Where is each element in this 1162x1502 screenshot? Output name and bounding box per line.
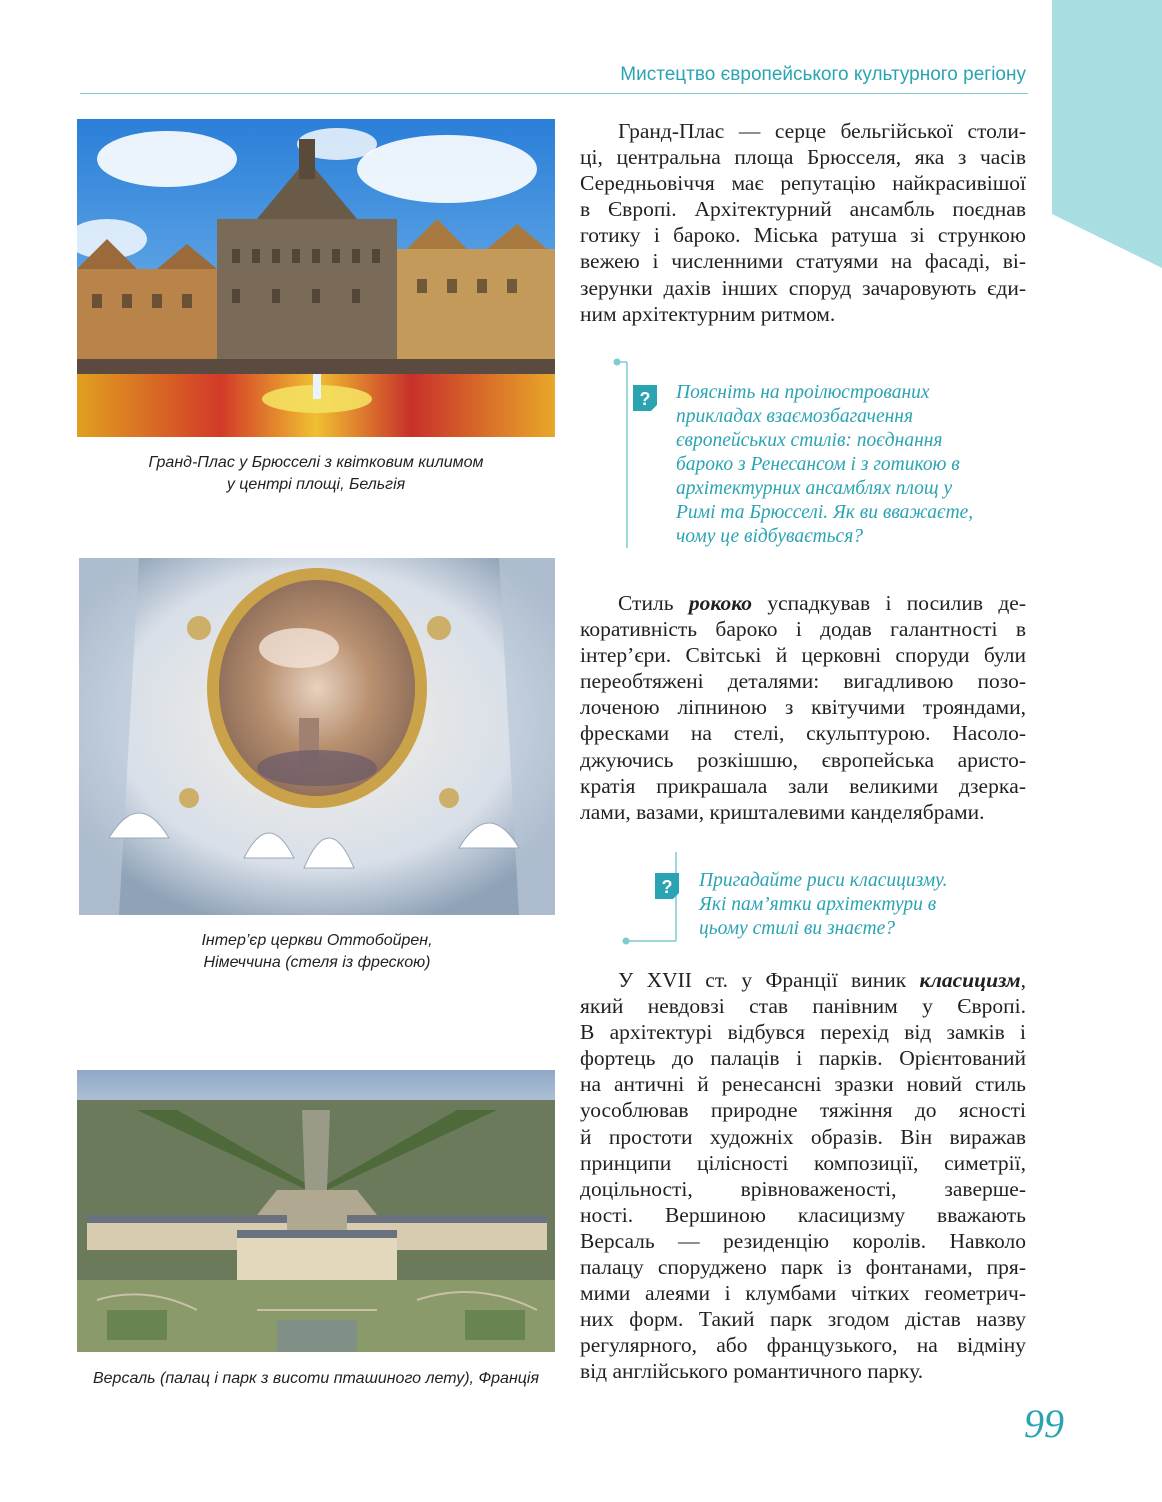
text-line: лами, вазами, кришталевими канделябрами. xyxy=(580,799,985,824)
text-line: кратія прикрашала зали великими дзеркa- xyxy=(580,773,1026,798)
text-line: на античні й ренесансні зразки новий стиль xyxy=(580,1072,1026,1097)
question-line: Поясніть на проілюстрованих xyxy=(676,382,930,403)
caption-line: Гранд-Плас у Брюсселі з квітковим килимом xyxy=(148,454,484,471)
text-line: від англійського романтичного парку. xyxy=(580,1359,924,1384)
text-line: коративність бароко і додав галантності в xyxy=(580,617,1026,642)
question-mark-icon xyxy=(633,385,657,411)
text-line: лоченою ліпниною з квітучими трояндами, xyxy=(580,695,1026,720)
text-line xyxy=(580,967,1026,993)
caption-line: Інтер’єр церкви Оттобойрен, xyxy=(201,932,433,949)
question-line: прикладах взаємозбагачення xyxy=(676,406,914,427)
text-line: вежею і численними статуями на фасаді, ві- xyxy=(580,249,1026,274)
corner-tab-decoration xyxy=(1052,0,1162,268)
text-run: У XVII ст. у Франції виник xyxy=(618,968,920,992)
text-line: принципи цілісності композиції, симетрії, xyxy=(580,1150,1026,1175)
question-line: європейських стилів: поєднання xyxy=(676,430,943,451)
text-run: , xyxy=(1020,968,1026,992)
question-line: архітектурних ансамблях площ у xyxy=(676,478,953,499)
caption-line: у центрі площі, Бельгія xyxy=(226,476,406,493)
ottobeuren-ceiling-photo xyxy=(79,558,555,915)
text-line: готику і бароко. Міська ратуша зі стрункою xyxy=(580,223,1026,248)
text-line: них форм. Такий парк згодом дістав назву xyxy=(580,1307,1026,1332)
question-line: Римі та Брюсселі. Як ви вважаєте, xyxy=(676,502,974,523)
caption-line: Версаль (палац і парк з висоти пташиного лету), Франція xyxy=(92,1370,540,1387)
term-rococo: рококо xyxy=(688,591,753,615)
text-line: Середньовіччя має репутацію найкрасивішої xyxy=(580,171,1026,196)
question-line: бароко з Ренесансом і з готикою в xyxy=(676,454,960,475)
caption-line: Німеччина (стеля із фрескою) xyxy=(203,954,431,971)
text-line: ці, центральна площа Брюсселя, яка з часів xyxy=(580,145,1026,170)
question-mark-icon xyxy=(655,873,679,899)
grand-place-photo xyxy=(77,119,555,437)
text-line: регулярного, або французького, на відміну xyxy=(580,1333,1026,1358)
question-line: цьому стилі ви знаєте? xyxy=(699,918,895,939)
paragraph-classicism xyxy=(580,967,1026,1385)
text-line: інтер’єри. Світські й церковні споруди були xyxy=(580,643,1026,668)
text-line: який невдовзі став панівним у Європі. xyxy=(580,994,1026,1019)
text-line: й простоти художніх образів. Він виражав xyxy=(580,1124,1026,1149)
versailles-aerial-photo xyxy=(77,1070,555,1352)
text-line: мими алеями і клумбами чітких геометрич- xyxy=(580,1281,1026,1306)
paragraph-rococo xyxy=(580,590,1026,825)
text-run: успадкував і посилив де- xyxy=(752,591,1027,615)
running-header xyxy=(80,64,1028,94)
question-1-text xyxy=(676,381,1016,549)
question-line: Які пам’ятки архітектури в xyxy=(699,894,937,915)
question-line: Пригадайте риси класицизму. xyxy=(699,870,948,891)
running-header-title: Мистецтво європейського культурного регіону xyxy=(620,64,1026,85)
ottobeuren-caption xyxy=(79,930,555,974)
svg-text:?: ? xyxy=(639,389,651,409)
question-bracket-line xyxy=(612,356,632,548)
versailles-caption xyxy=(77,1368,555,1390)
grand-place-caption xyxy=(77,452,555,496)
paragraph-grand-place xyxy=(580,118,1026,327)
text-line: Версаль — резиденцію королів. Навколо xyxy=(580,1228,1026,1253)
text-line: фресками на стелі, скульптурою. Насоло- xyxy=(580,721,1026,746)
text-line: переобтяжені деталями: вигадливою позо- xyxy=(580,669,1026,694)
text-line: джуючись розкішшю, європейська аристо- xyxy=(580,747,1026,772)
svg-text:?: ? xyxy=(661,877,673,897)
text-line: В архітектурі відбувся перехід від замків і xyxy=(580,1020,1026,1045)
page-number: 99 xyxy=(1024,1401,1064,1446)
text-line: фортець до палаців і парків. Орієнтований xyxy=(580,1046,1026,1071)
text-line: ності. Вершиною класицизму вважають xyxy=(580,1202,1026,1227)
text-line: зерунки дахів інших споруд зачаровують єди- xyxy=(580,275,1026,300)
term-classicism: класицизм xyxy=(919,968,1021,992)
text-line xyxy=(580,590,1026,616)
text-line: в Європі. Архітектурний ансамбль поєднав xyxy=(580,197,1026,222)
question-2-text xyxy=(699,869,1019,941)
text-line: уособлював природне тяжіння до ясності xyxy=(580,1098,1026,1123)
text-line: ним архітектурним ритмом. xyxy=(580,301,836,326)
question-bracket-line xyxy=(620,852,684,948)
text-run: Стиль xyxy=(618,591,689,615)
text-line: палацу споруджено парк із фонтанами, пря- xyxy=(580,1255,1026,1280)
question-line: чому це відбувається? xyxy=(676,526,864,547)
text-line: Гранд-Плас — серце бельгійської столи- xyxy=(618,119,1026,143)
text-line: доцільності, врівноваженості, заверше- xyxy=(580,1176,1026,1201)
